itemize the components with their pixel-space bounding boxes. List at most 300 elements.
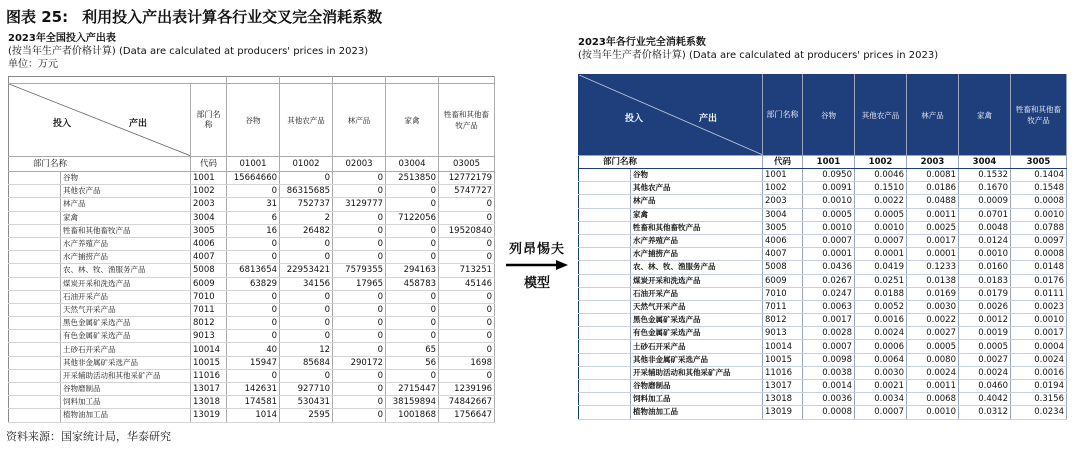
row-indent: [579, 340, 631, 353]
row-indent: [579, 314, 631, 327]
cell-value: 0.0023: [1011, 300, 1067, 313]
cell-value: 7122056: [386, 211, 439, 224]
row-indent: [9, 343, 61, 356]
cell-value: 0.0036: [803, 393, 855, 406]
cell-value: 1014: [227, 409, 280, 422]
cell-value: 0: [280, 303, 333, 316]
cell-value: 0.0005: [803, 208, 855, 221]
dept-label: 部门名称: [9, 157, 191, 172]
cell-value: 26482: [280, 224, 333, 237]
cell-value: 2: [280, 211, 333, 224]
corner-output-label: 产出: [699, 114, 718, 124]
row-indent: [9, 356, 61, 369]
cell-value: 0.0436: [803, 261, 855, 274]
cell-value: 3129777: [333, 198, 386, 211]
row-name: 水产捕捞产品: [631, 248, 763, 261]
cell-value: 0: [439, 330, 495, 343]
row-indent: [9, 383, 61, 396]
table-row: [579, 208, 1067, 221]
cell-value: 0: [439, 317, 495, 330]
row-indent: [9, 369, 61, 382]
table-row: [579, 406, 1067, 419]
row-indent: [9, 185, 61, 198]
cell-value: 0.0081: [907, 169, 959, 182]
row-code: 1001: [191, 172, 227, 185]
row-indent: [9, 211, 61, 224]
row-name: 林产品: [61, 198, 191, 211]
cell-value: 0: [227, 317, 280, 330]
table-row: [9, 237, 495, 250]
row-code: 2003: [191, 198, 227, 211]
cell-value: 12772179: [439, 172, 495, 185]
cell-value: 0.0010: [959, 248, 1011, 261]
cell-value: 0.0188: [855, 287, 907, 300]
cell-value: 0.0038: [803, 366, 855, 379]
cell-value: 0.0267: [803, 274, 855, 287]
cell-value: 0: [386, 330, 439, 343]
cell-value: 0: [386, 317, 439, 330]
cell-value: 0.1233: [907, 261, 959, 274]
cell-value: 0.0063: [803, 300, 855, 313]
cell-value: 0.0014: [803, 380, 855, 393]
table-row: [9, 251, 495, 264]
column-code: 03005: [439, 157, 495, 172]
cell-value: 0.0312: [959, 406, 1011, 419]
row-name: 土砂石开采产品: [631, 340, 763, 353]
row-indent: [9, 277, 61, 290]
cell-value: 0: [333, 317, 386, 330]
cell-value: 12: [280, 343, 333, 356]
row-name: 开采辅助活动和其他采矿产品: [61, 369, 191, 382]
cell-value: 6: [227, 211, 280, 224]
cell-value: 1756647: [439, 409, 495, 422]
row-code: 13017: [763, 380, 803, 393]
cell-value: 1239196: [439, 383, 495, 396]
row-code: 10015: [191, 356, 227, 369]
cell-value: 174581: [227, 396, 280, 409]
row-name: 家禽: [631, 208, 763, 221]
cell-value: 0: [333, 409, 386, 422]
row-code: 13019: [763, 406, 803, 419]
cell-value: 0: [227, 251, 280, 264]
cell-value: 0: [280, 251, 333, 264]
right-table-title: 2023年各行业完全消耗系数: [578, 37, 706, 48]
row-indent: [9, 224, 61, 237]
cell-value: 0.0026: [959, 300, 1011, 313]
cell-value: 0.0460: [959, 380, 1011, 393]
cell-value: 0.0005: [959, 340, 1011, 353]
cell-value: 0.0010: [803, 221, 855, 234]
cell-value: 45146: [439, 277, 495, 290]
cell-value: 0: [227, 185, 280, 198]
row-indent: [9, 251, 61, 264]
row-code: 4006: [191, 237, 227, 250]
table-row: [579, 234, 1067, 247]
cell-value: 0.0005: [907, 340, 959, 353]
cell-value: 0.0030: [855, 366, 907, 379]
row-code: 3004: [763, 208, 803, 221]
table-row: [579, 380, 1067, 393]
column-code: 01002: [280, 157, 333, 172]
table-row: [9, 356, 495, 369]
cell-value: 0.0024: [1011, 353, 1067, 366]
cell-value: 0.0950: [803, 169, 855, 182]
right-arrow-icon: [506, 260, 568, 270]
cell-value: 0.0030: [907, 300, 959, 313]
cell-value: 0: [280, 290, 333, 303]
cell-value: 0.0701: [959, 208, 1011, 221]
cell-value: 0: [386, 251, 439, 264]
row-indent: [579, 353, 631, 366]
column-code: 1001: [803, 156, 855, 169]
cell-value: 0.0148: [1011, 261, 1067, 274]
cell-value: 0.0010: [1011, 314, 1067, 327]
cell-value: 0.0247: [803, 287, 855, 300]
cell-value: 0: [439, 290, 495, 303]
cell-value: 0: [280, 330, 333, 343]
cell-value: 0.1404: [1011, 169, 1067, 182]
row-code: 11016: [763, 366, 803, 379]
cell-value: 0.0234: [1011, 406, 1067, 419]
cell-value: 0.3156: [1011, 393, 1067, 406]
row-code: 5008: [763, 261, 803, 274]
row-indent: [579, 366, 631, 379]
cell-value: 0.0160: [959, 261, 1011, 274]
cell-value: 0: [333, 224, 386, 237]
cell-value: 0: [386, 198, 439, 211]
corner-input-label: 投入: [625, 114, 644, 124]
header-spacer-row: [9, 77, 495, 84]
cell-value: 0.0017: [907, 234, 959, 247]
cell-value: 0.0017: [803, 314, 855, 327]
cell-value: 0.0138: [907, 274, 959, 287]
cell-value: 0.0011: [907, 380, 959, 393]
row-name: 煤炭开采和洗选产品: [61, 277, 191, 290]
arrow-label-top: 列昂惕夫: [508, 242, 565, 257]
cell-value: 7579355: [333, 264, 386, 277]
row-name: 植物油加工品: [631, 406, 763, 419]
row-code: 5008: [191, 264, 227, 277]
column-header: 牲畜和其他畜牧产品: [439, 84, 495, 157]
left-table-unit: 单位：万元: [8, 59, 58, 70]
row-code: 4007: [763, 248, 803, 261]
column-header: 家禽: [959, 75, 1011, 156]
cell-value: 0.1510: [855, 182, 907, 195]
cell-value: 0: [227, 290, 280, 303]
cell-value: 0.0111: [1011, 287, 1067, 300]
row-name: 牲畜和其他畜牧产品: [631, 221, 763, 234]
table-row: [579, 393, 1067, 406]
table-row: [579, 340, 1067, 353]
cell-value: 0.0183: [959, 274, 1011, 287]
cell-value: 0.0010: [1011, 208, 1067, 221]
cell-value: 294163: [386, 264, 439, 277]
column-code: 01001: [227, 157, 280, 172]
row-name: 其他农产品: [61, 185, 191, 198]
right-table-meta: [578, 36, 938, 62]
column-code: 02003: [333, 157, 386, 172]
row-code: 4006: [763, 234, 803, 247]
right-table-subtitle: (按当年生产者价格计算) (Data are calculated at producers' prices in 2023): [578, 50, 939, 61]
row-name: 农、林、牧、渔服务产品: [631, 261, 763, 274]
table-row: [579, 353, 1067, 366]
corner-cell: [579, 75, 763, 156]
input-output-table: [8, 76, 495, 423]
cell-value: 15947: [227, 356, 280, 369]
cell-value: 0.0011: [907, 208, 959, 221]
cell-value: 0.0027: [907, 327, 959, 340]
row-code: 8012: [191, 317, 227, 330]
cell-value: 2595: [280, 409, 333, 422]
column-header: 谷物: [227, 84, 280, 157]
cell-value: 0.0027: [959, 353, 1011, 366]
row-indent: [9, 303, 61, 316]
cell-value: 0: [439, 369, 495, 382]
table-row: [579, 287, 1067, 300]
row-indent: [579, 287, 631, 300]
row-indent: [579, 300, 631, 313]
code-label: 代码: [763, 156, 803, 169]
cell-value: 0.0194: [1011, 380, 1067, 393]
table-row: [9, 369, 495, 382]
cell-value: 22953421: [280, 264, 333, 277]
table-row: [9, 317, 495, 330]
row-name: 水产养殖产品: [61, 237, 191, 250]
cell-value: 0: [333, 369, 386, 382]
row-code: 8012: [763, 314, 803, 327]
code-header-row: [9, 157, 495, 172]
row-code: 4007: [191, 251, 227, 264]
cell-value: 0: [227, 237, 280, 250]
row-indent: [579, 393, 631, 406]
cell-value: 0.0034: [855, 393, 907, 406]
cell-value: 0.1532: [959, 169, 1011, 182]
cell-value: 0: [386, 290, 439, 303]
leontief-arrow: [504, 238, 570, 291]
row-name: 水产养殖产品: [631, 234, 763, 247]
table-row: [579, 314, 1067, 327]
cell-value: 0.0010: [907, 406, 959, 419]
dept-label: 部门名称: [579, 156, 763, 169]
diagonal-divider: [9, 84, 191, 156]
row-indent: [579, 182, 631, 195]
table-row: [579, 261, 1067, 274]
cell-value: 0: [227, 369, 280, 382]
cell-value: 0.0021: [855, 380, 907, 393]
cell-value: 0: [227, 330, 280, 343]
row-indent: [579, 248, 631, 261]
row-indent: [9, 409, 61, 422]
cell-value: 927710: [280, 383, 333, 396]
table-row: [9, 224, 495, 237]
cell-value: 0: [333, 303, 386, 316]
cell-value: 0.0001: [907, 248, 959, 261]
cell-value: 0: [280, 172, 333, 185]
cell-value: 0: [280, 317, 333, 330]
cell-value: 5747727: [439, 185, 495, 198]
column-header: 林产品: [333, 84, 386, 157]
cell-value: 0: [333, 211, 386, 224]
row-name: 植物油加工品: [61, 409, 191, 422]
cell-value: 0: [333, 185, 386, 198]
row-indent: [579, 195, 631, 208]
cell-value: 0: [439, 303, 495, 316]
column-header: 其他农产品: [855, 75, 907, 156]
row-indent: [9, 172, 61, 185]
row-indent: [579, 274, 631, 287]
dept-name-vertical: 部门名称: [763, 75, 803, 156]
row-name: 天然气开采产品: [631, 300, 763, 313]
row-indent: [579, 406, 631, 419]
cell-value: 0.0007: [803, 340, 855, 353]
cell-value: 0: [386, 237, 439, 250]
corner-output-label: 产出: [129, 119, 148, 129]
code-header-row: [579, 156, 1067, 169]
table-row: [9, 343, 495, 356]
row-name: 林产品: [631, 195, 763, 208]
table-row: [579, 366, 1067, 379]
cell-value: 0.0091: [803, 182, 855, 195]
table-row: [9, 409, 495, 422]
row-indent: [9, 317, 61, 330]
column-code: 2003: [907, 156, 959, 169]
cell-value: 0.0016: [1011, 366, 1067, 379]
cell-value: 0.0007: [855, 406, 907, 419]
cell-value: 0.4042: [959, 393, 1011, 406]
column-code: 03004: [386, 157, 439, 172]
corner-input-label: 投入: [53, 119, 72, 129]
column-header: 其他农产品: [280, 84, 333, 157]
cell-value: 34156: [280, 277, 333, 290]
cell-value: 0: [333, 330, 386, 343]
cell-value: 0: [333, 396, 386, 409]
row-code: 6009: [763, 274, 803, 287]
table-row: [9, 211, 495, 224]
table-row: [579, 195, 1067, 208]
table-row: [579, 221, 1067, 234]
cell-value: 17965: [333, 277, 386, 290]
cell-value: 530431: [280, 396, 333, 409]
cell-value: 0.0025: [907, 221, 959, 234]
cell-value: 0.0008: [803, 406, 855, 419]
row-code: 3004: [191, 211, 227, 224]
cell-value: 0: [439, 198, 495, 211]
row-name: 水产捕捞产品: [61, 251, 191, 264]
table-row: [579, 327, 1067, 340]
cell-value: 0.0124: [959, 234, 1011, 247]
row-indent: [9, 264, 61, 277]
row-code: 7011: [763, 300, 803, 313]
cell-value: 2715447: [386, 383, 439, 396]
row-code: 6009: [191, 277, 227, 290]
cell-value: 0.1548: [1011, 182, 1067, 195]
table-row: [9, 290, 495, 303]
cell-value: 0.0024: [907, 366, 959, 379]
row-code: 1002: [191, 185, 227, 198]
cell-value: 0.1670: [959, 182, 1011, 195]
cell-value: 0: [333, 251, 386, 264]
table-row: [9, 172, 495, 185]
cell-value: 0.0064: [855, 353, 907, 366]
cell-value: 0: [386, 185, 439, 198]
cell-value: 0: [280, 369, 333, 382]
table-row: [9, 277, 495, 290]
cell-value: 0.0005: [855, 208, 907, 221]
cell-value: 86315685: [280, 185, 333, 198]
cell-value: 0.0008: [1011, 248, 1067, 261]
cell-value: 0.0186: [907, 182, 959, 195]
row-indent: [579, 208, 631, 221]
cell-value: 0.0179: [959, 287, 1011, 300]
row-name: 饲料加工品: [61, 396, 191, 409]
cell-value: 6813654: [227, 264, 280, 277]
row-name: 石油开采产品: [631, 287, 763, 300]
cell-value: 56: [386, 356, 439, 369]
cell-value: 713251: [439, 264, 495, 277]
column-header: 家禽: [386, 84, 439, 157]
cell-value: 0.0009: [959, 195, 1011, 208]
row-name: 开采辅助活动和其他采矿产品: [631, 366, 763, 379]
row-code: 3005: [763, 221, 803, 234]
column-code: 3005: [1011, 156, 1067, 169]
row-name: 农、林、牧、渔服务产品: [61, 264, 191, 277]
table-row: [9, 264, 495, 277]
cell-value: 0.0028: [803, 327, 855, 340]
left-table-meta: [8, 32, 368, 71]
cell-value: 16: [227, 224, 280, 237]
table-row: [579, 274, 1067, 287]
cell-value: 0.0024: [855, 327, 907, 340]
cell-value: 85684: [280, 356, 333, 369]
row-name: 其他农产品: [631, 182, 763, 195]
row-name: 饲料加工品: [631, 393, 763, 406]
cell-value: 2513850: [386, 172, 439, 185]
row-indent: [579, 327, 631, 340]
cell-value: 0: [439, 343, 495, 356]
cell-value: 0: [333, 172, 386, 185]
row-name: 谷物: [61, 172, 191, 185]
row-code: 9013: [191, 330, 227, 343]
row-name: 黑色金属矿采选产品: [631, 314, 763, 327]
cell-value: 1698: [439, 356, 495, 369]
cell-value: 1001868: [386, 409, 439, 422]
table-row: [579, 182, 1067, 195]
cell-value: 15664660: [227, 172, 280, 185]
column-code: 3004: [959, 156, 1011, 169]
row-name: 土砂石开采产品: [61, 343, 191, 356]
cell-value: 0.0024: [959, 366, 1011, 379]
row-indent: [9, 330, 61, 343]
cell-value: 0: [227, 303, 280, 316]
cell-value: 0: [386, 303, 439, 316]
row-name: 谷物磨制品: [61, 383, 191, 396]
source-note: 资料来源：国家统计局，华泰研究: [6, 430, 171, 443]
row-name: 其他非金属矿采选产品: [631, 353, 763, 366]
row-code: 7010: [763, 287, 803, 300]
table-row: [579, 300, 1067, 313]
row-indent: [579, 234, 631, 247]
row-code: 10014: [763, 340, 803, 353]
row-code: 13018: [191, 396, 227, 409]
column-header: 林产品: [907, 75, 959, 156]
row-name: 家禽: [61, 211, 191, 224]
cell-value: 0.0010: [855, 221, 907, 234]
row-code: 3005: [191, 224, 227, 237]
cell-value: 0.0098: [803, 353, 855, 366]
column-header: 谷物: [803, 75, 855, 156]
row-code: 10014: [191, 343, 227, 356]
cell-value: 0.0007: [855, 234, 907, 247]
